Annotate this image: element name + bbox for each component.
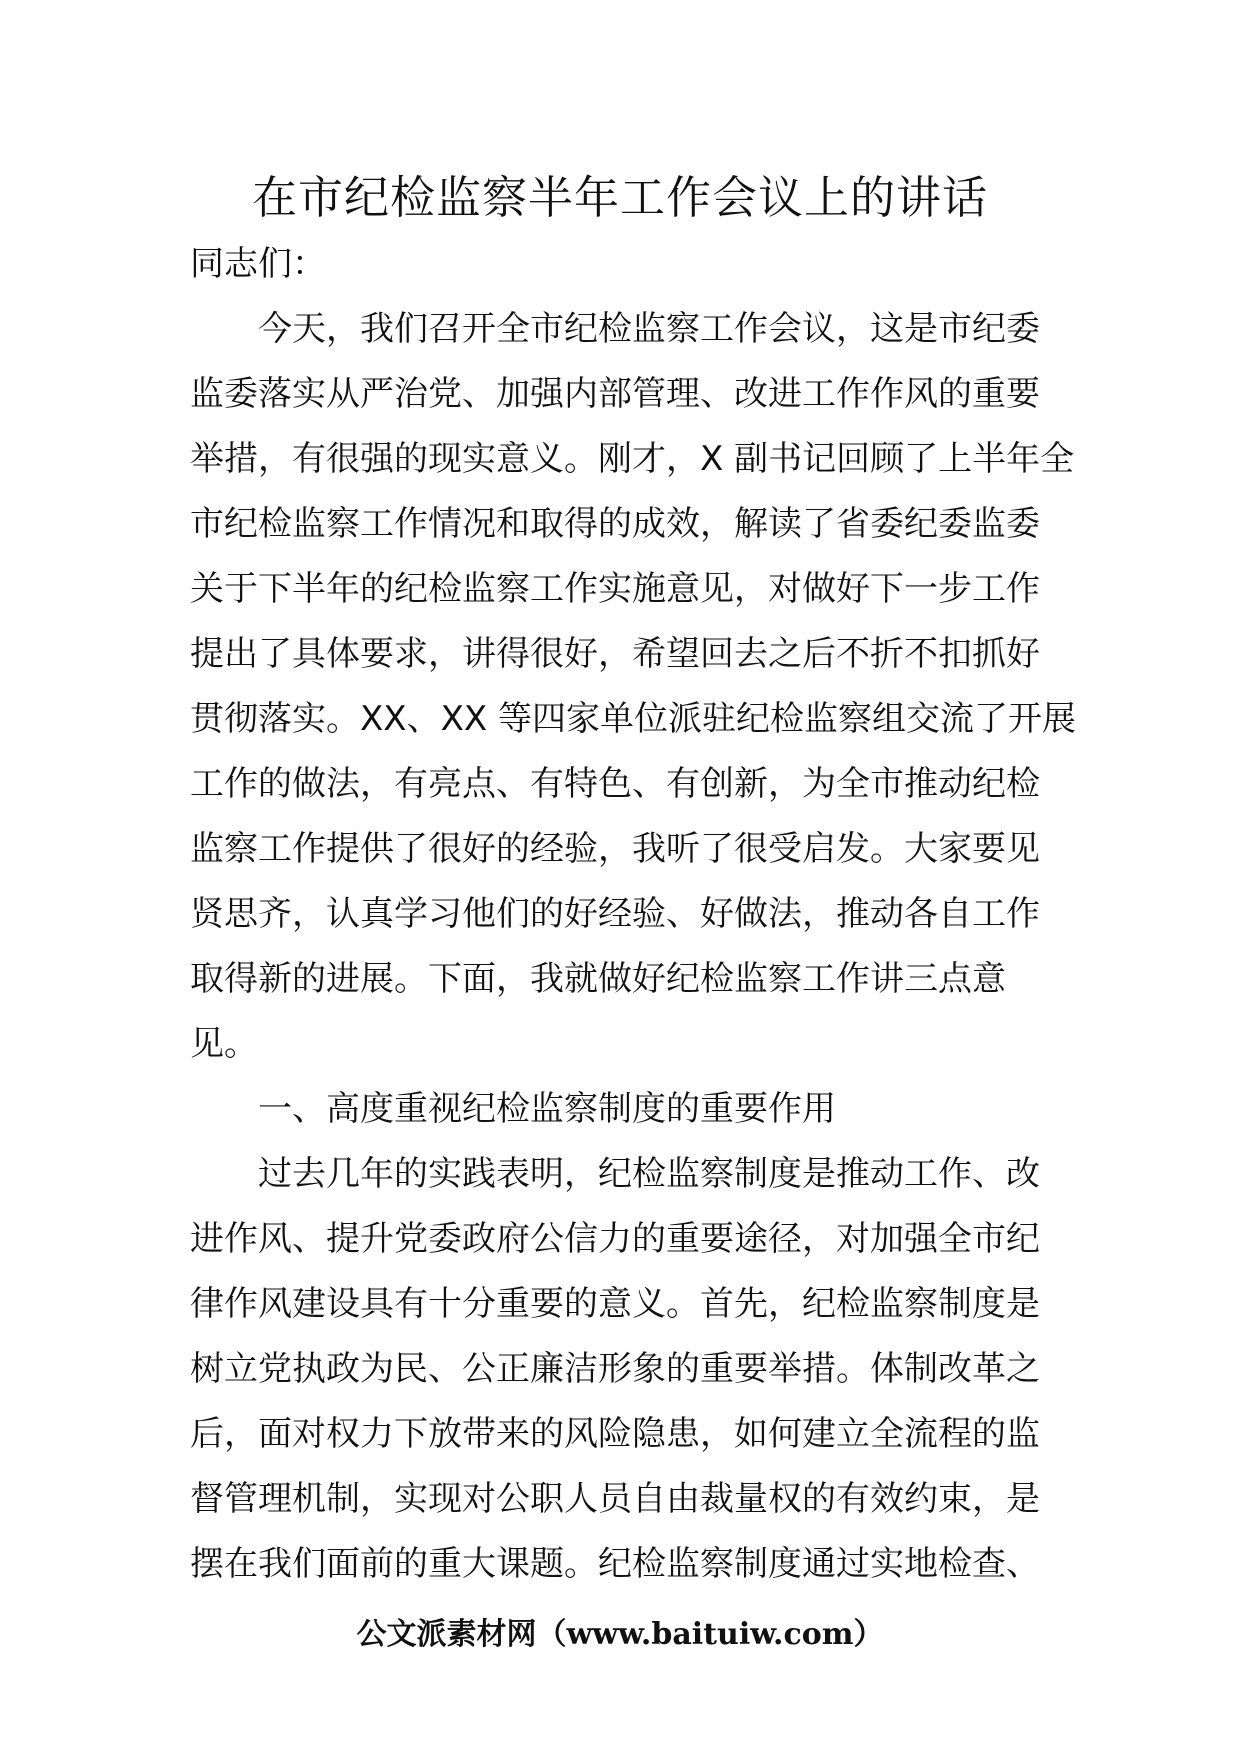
body-line: 取得新的进展。下面，我就做好纪检监察工作讲三点意 [190, 959, 1006, 999]
body-line: 摆在我们面前的重大课题。纪检监察制度通过实地检查、 [190, 1544, 1040, 1584]
body-line: 过去几年的实践表明，纪检监察制度是推动工作、改 [258, 1154, 1040, 1194]
body-line: 一、高度重视纪检监察制度的重要作用 [258, 1089, 836, 1129]
body-line: 见。 [190, 1024, 258, 1064]
body-line: 贤思齐，认真学习他们的好经验、好做法，推动各自工作 [190, 894, 1040, 934]
body-line: 市纪检监察工作情况和取得的成效，解读了省委纪委监委 [190, 504, 1040, 544]
body-line: 今天，我们召开全市纪检监察工作会议，这是市纪委 [258, 309, 1040, 349]
body-line: 督管理机制，实现对公职人员自由裁量权的有效约束，是 [190, 1479, 1040, 1519]
body-line: 同志们： [190, 244, 326, 284]
body-line: 监委落实从严治党、加强内部管理、改进工作作风的重要 [190, 374, 1040, 414]
body-line: 工作的做法，有亮点、有特色、有创新，为全市推动纪检 [190, 764, 1040, 804]
body-line: 监察工作提供了很好的经验，我听了很受启发。大家要见 [190, 829, 1040, 869]
body-line: 贯彻落实。XX、XX 等四家单位派驻纪检监察组交流了开展 [190, 699, 1076, 739]
body-line: 律作风建设具有十分重要的意义。首先，纪检监察制度是 [190, 1284, 1040, 1324]
body-line: 举措，有很强的现实意义。刚才，X 副书记回顾了上半年全 [190, 439, 1075, 479]
body-line: 后，面对权力下放带来的风险隐患，如何建立全流程的监 [190, 1414, 1040, 1454]
body-line: 进作风、提升党委政府公信力的重要途径，对加强全市纪 [190, 1219, 1040, 1259]
body-line: 提出了具体要求，讲得很好，希望回去之后不折不扣抓好 [190, 634, 1040, 674]
footer-watermark: 公文派素材网（www.baituiw.com） [356, 1617, 884, 1652]
body-line: 树立党执政为民、公正廉洁形象的重要举措。体制改革之 [190, 1349, 1040, 1389]
document-body [190, 232, 1076, 1597]
body-line: 关于下半年的纪检监察工作实施意见，对做好下一步工作 [190, 569, 1040, 609]
document-title: 在市纪检监察半年工作会议上的讲话 [251, 171, 988, 224]
